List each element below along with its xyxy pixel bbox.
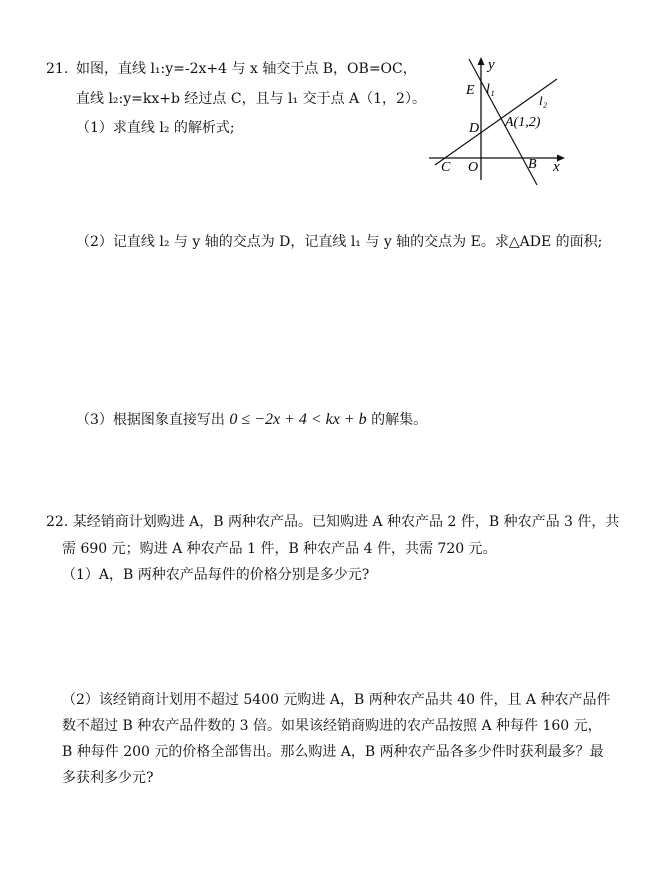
question-22-part2-line2: 数不超过 B 种农产品件数的 3 倍。如果该经销商购进的农产品按照 A 种每件 160 元， [62,718,602,734]
coordinate-figure [425,55,575,190]
x-axis-label: x [553,159,560,175]
question-22-part2-line4: 多获利多少元? [62,770,154,786]
point-a-label: A(1,2) [505,115,541,130]
question-22-stem-line2: 需 690 元；购进 A 种农产品 1 件，B 种农产品 4 件，共需 720 元。 [62,541,497,557]
question-22-part2-line3: B 种每件 200 元的价格全部售出。那么购进 A，B 两种农产品各多少件时获利最多？最 [62,744,604,760]
point-d-label: D [469,121,480,136]
question-22-part2-line1: （2）该经销商计划用不超过 5400 元购进 A，B 两种农产品共 40 件，且 A 种农产品件 [62,692,611,708]
question-21-part1: （1）求直线 l₂ 的解析式; [76,120,235,136]
question-21-part3 [76,411,427,429]
line-l1-label: l₁ [486,82,495,97]
point-e-label: E [466,83,475,98]
y-axis-label: y [488,57,495,73]
question-21-part2: （2）记直线 l₂ 与 y 轴的交点为 D，记直线 l₁ 与 y 轴的交点为 E。求△ADE 的面积; [76,234,603,250]
point-c-label: C [441,160,451,175]
question-22-part1: （1）A，B 两种农产品每件的价格分别是多少元? [62,567,370,583]
line-l2-label: l₂ [539,93,548,108]
question-21-number: 21. [46,61,69,77]
part3-suffix: 的解集。 [371,412,428,428]
point-b-label: B [528,157,537,172]
y-axis-arrow-icon [478,57,485,65]
question-21-stem-line2: 直线 l₂:y=kx+b 经过点 C，且与 l₁ 交于点 A（1，2）。 [76,91,426,107]
origin-o-label: O [468,160,479,175]
part3-prefix: （3）根据图象直接写出 [76,412,225,428]
question-22-stem-line1: 22. 某经销商计划购进 A，B 两种农产品。已知购进 A 种农产品 2 件，B 种农产品 3 件，共 [46,514,620,530]
question-21-stem-line1: 如图，直线 l₁:y=-2x+4 与 x 轴交于点 B，OB=OC， [76,61,417,77]
inequality-expression: 0 ≤ −2x + 4 < kx + b [229,411,367,428]
